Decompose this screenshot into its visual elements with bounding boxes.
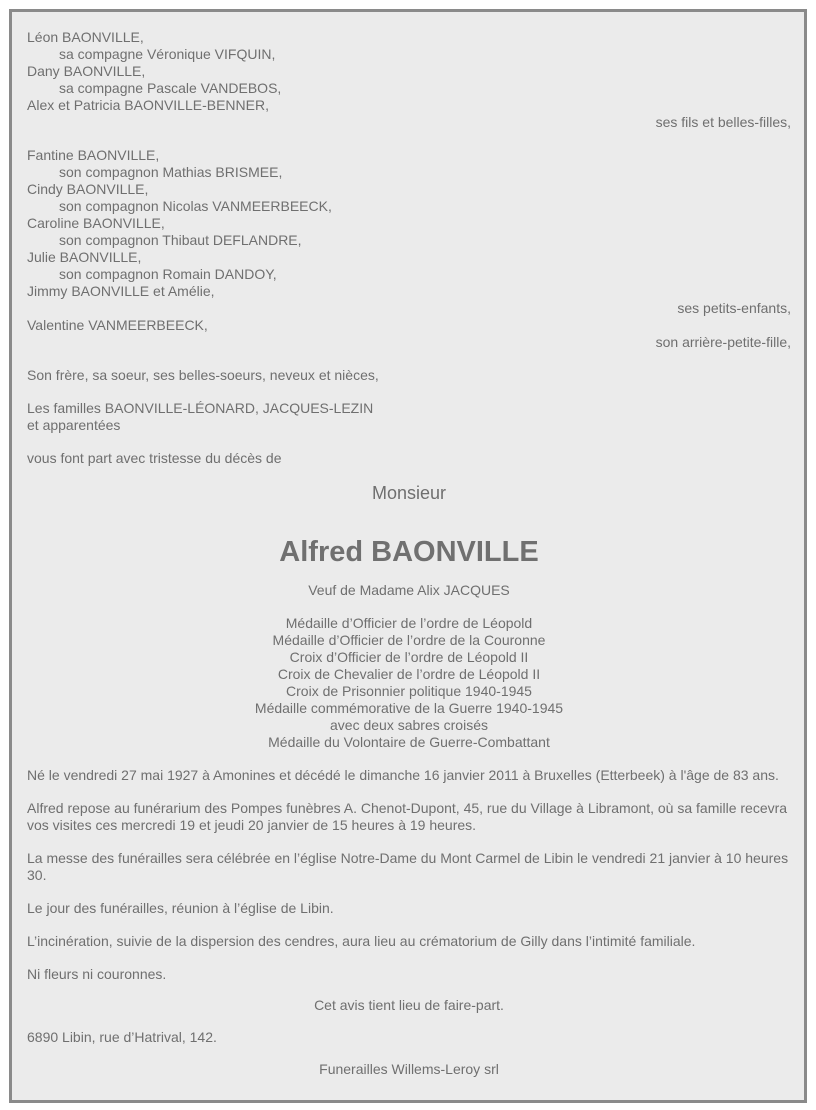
- family-member-line: Fantine BAONVILLE,: [27, 147, 160, 163]
- families-line-1: Les familles BAONVILLE-LÉONARD, JACQUES-LEZIN: [27, 400, 374, 416]
- mass-paragraph: La messe des funérailles sera célébrée en l’église Notre-Dame du Mont Carmel de Libin le vendredi 21 janvier à 10 heures 30.: [27, 850, 789, 883]
- partner-line: son compagnon Romain DANDOY,: [59, 266, 277, 282]
- family-member-line: Jimmy BAONVILLE et Amélie,: [27, 283, 215, 299]
- deceased-title: Monsieur: [371, 483, 447, 503]
- honor-line: Croix de Chevalier de l’ordre de Léopold II: [277, 666, 541, 682]
- honor-line: Croix d’Officier de l’ordre de Léopold II: [289, 649, 529, 665]
- cremation-paragraph: L’incinération, suivie de la dispersion des cendres, aura lieu au crématorium de Gilly dans l’intimité familiale.: [27, 933, 696, 949]
- honors-list: [27, 615, 791, 751]
- gathering-paragraph: Le jour des funérailles, réunion à l’église de Libin.: [27, 900, 334, 916]
- obituary-card: [9, 9, 807, 1103]
- address-line: 6890 Libin, rue d’Hatrival, 142.: [27, 1029, 217, 1045]
- siblings-line: Son frère, sa soeur, ses belles-soeurs, neveux et nièces,: [27, 367, 379, 383]
- great-grandchild-name: Valentine VANMEERBEECK,: [27, 317, 208, 333]
- no-flowers-paragraph: Ni fleurs ni couronnes.: [27, 966, 167, 982]
- family-member-line: Dany BAONVILLE,: [27, 63, 146, 79]
- announcement-line: vous font part avec tristesse du décès de: [27, 450, 282, 466]
- partner-line: sa compagne Pascale VANDEBOS,: [59, 80, 282, 96]
- honor-line: Croix de Prisonnier politique 1940-1945: [286, 683, 532, 699]
- partner-line: sa compagne Véronique VIFQUIN,: [59, 46, 276, 62]
- honor-line: Médaille d’Officier de l’ordre de Léopold: [285, 615, 533, 631]
- obituary-content: [27, 29, 791, 1078]
- family-member-line: Caroline BAONVILLE,: [27, 215, 165, 231]
- honor-line: Médaille commémorative de la Guerre 1940-1945: [254, 700, 564, 716]
- sons-label: ses fils et belles-filles,: [655, 114, 791, 130]
- family-member-line: Alex et Patricia BAONVILLE-BENNER,: [27, 97, 269, 113]
- funerarium-paragraph: Alfred repose au funérarium des Pompes funèbres A. Chenot-Dupont, 45, rue du Village à Libramont, où sa famille recevra vos visites ces mercredi 19 et jeudi 20 janvier de 15 heures à 19 heures.: [27, 800, 788, 833]
- widower-line: Veuf de Madame Alix JACQUES: [308, 582, 510, 598]
- funeral-home-line: Funerailles Willems-Leroy srl: [319, 1061, 499, 1077]
- family-member-line: Cindy BAONVILLE,: [27, 181, 149, 197]
- partner-line: son compagnon Nicolas VANMEERBEECK,: [59, 198, 332, 214]
- deceased-name: Alfred BAONVILLE: [279, 536, 539, 568]
- families-line-2: et apparentées: [27, 417, 121, 433]
- grandchildren-label: ses petits-enfants,: [677, 300, 791, 316]
- grandchildren-list: [27, 147, 791, 300]
- partner-line: son compagnon Mathias BRISMEE,: [59, 164, 283, 180]
- great-grandchild-label: son arrière-petite-fille,: [655, 334, 791, 350]
- family-member-line: Julie BAONVILLE,: [27, 249, 142, 265]
- honor-line: Médaille d’Officier de l’ordre de la Couronne: [272, 632, 546, 648]
- birth-death-paragraph: Né le vendredi 27 mai 1927 à Amonines et décédé le dimanche 16 janvier 2011 à Bruxelles (Etterbeek) à l'âge de 83 ans.: [27, 767, 779, 783]
- honor-line: Médaille du Volontaire de Guerre-Combattant: [268, 734, 550, 750]
- family-member-line: Léon BAONVILLE,: [27, 29, 144, 45]
- partner-line: son compagnon Thibaut DEFLANDRE,: [59, 232, 302, 248]
- honor-line: avec deux sabres croisés: [330, 717, 488, 733]
- notice-line: Cet avis tient lieu de faire-part.: [314, 997, 504, 1013]
- sons-list: [27, 29, 791, 114]
